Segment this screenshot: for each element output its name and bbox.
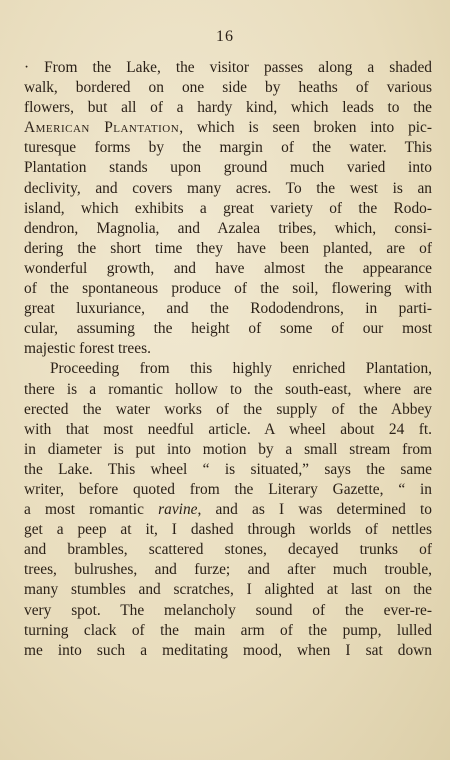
- text-line: there is a romantic hollow to the south-east, where are: [24, 380, 432, 398]
- text-line: · From the Lake, the visitor passes along a shaded: [24, 59, 432, 76]
- italic-term: ravine: [158, 501, 198, 519]
- page-number: 16: [216, 28, 234, 45]
- text-line: island, which exhibits a great variety of the Rodo-: [24, 199, 432, 217]
- text-line: very spot. The melancholy sound of the ever-re-: [24, 601, 432, 619]
- text-line: flowers, but all of a hardy kind, which leads to the: [24, 99, 432, 117]
- text-line: the Lake. This wheel “ is situated,” says the same: [24, 460, 432, 478]
- text-line: great luxuriance, and the Rododendrons, in parti-: [24, 300, 432, 318]
- body-text: [24, 58, 432, 661]
- text-line: of the spontaneous produce of the soil, flowering with: [24, 280, 432, 298]
- text-line: in diameter is put into motion by a small stream from: [24, 440, 432, 458]
- text-line: dering the short time they have been planted, are of: [24, 239, 432, 257]
- text-line: and brambles, scattered stones, decayed trunks of: [24, 541, 432, 559]
- text-line: cular, assuming the height of some of our most: [24, 320, 432, 338]
- paragraph-1: [24, 58, 432, 359]
- text-line: with that most needful article. A wheel about 24 ft.: [24, 420, 432, 438]
- text-line: American Plantation, which is seen broken into pic-: [24, 119, 432, 137]
- text-line: Plantation stands upon ground much varied into: [24, 159, 432, 177]
- text-line: a most romantic ravine, and as I was determined to: [24, 501, 432, 519]
- text-line: writer, before quoted from the Literary Gazette, “ in: [24, 480, 432, 498]
- text-line: turning clack of the main arm of the pump, lulled: [24, 621, 432, 639]
- text-line: many stumbles and scratches, I alighted at last on the: [24, 581, 432, 599]
- text-line: Proceeding from this highly enriched Plantation,: [50, 360, 432, 378]
- text-line: dendron, Magnolia, and Azalea tribes, which, consi-: [24, 219, 432, 237]
- paragraph-2: [24, 359, 432, 660]
- text-line: declivity, and covers many acres. To the west is an: [24, 179, 432, 197]
- text-line: wonderful growth, and have almost the appearance: [24, 259, 432, 277]
- text-line: turesque forms by the margin of the water. This: [24, 139, 432, 157]
- text-line: walk, bordered on one side by heaths of various: [24, 79, 432, 97]
- text-line: me into such a meditating mood, when I sat down: [24, 641, 432, 659]
- text-line: trees, bulrushes, and furze; and after much trouble,: [24, 561, 432, 579]
- small-caps-term: American Plantation: [24, 119, 180, 137]
- text-line: get a peep at it, I dashed through worlds of nettles: [24, 521, 432, 539]
- text-line: erected the water works of the supply of the Abbey: [24, 400, 432, 418]
- text-line: majestic forest trees.: [24, 340, 151, 358]
